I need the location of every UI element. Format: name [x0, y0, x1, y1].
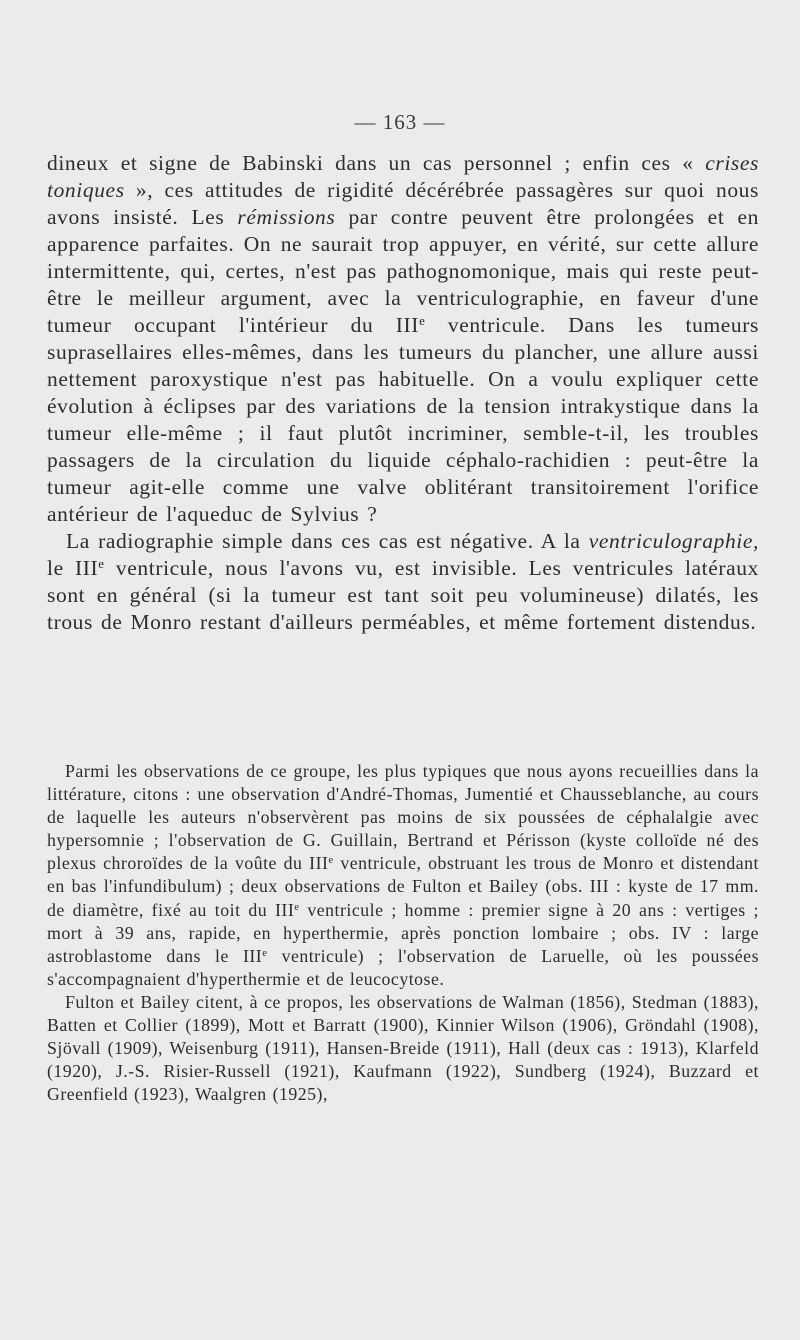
small-print-block [47, 760, 759, 1106]
emphasis-remissions: rémissions [237, 205, 336, 229]
emphasis-crises-toniques: crises toniques [47, 151, 759, 202]
paragraph-2: La radiographie simple dans ces cas est négative. A la ventriculographie, le IIIe ventricule, nous l'avons vu, est invisible. Les ventricules latéraux sont en général (si la tumeur est tant soit peu volumineuse) dilatés, les trous de Monro restant d'ailleurs perméables, et même fortement distendus. [47, 529, 759, 634]
small-paragraph-1: Parmi les observations de ce groupe, les plus typiques que nous ayons recueillies dans la littérature, citons : une observation d'André-Thomas, Jumentié et Chausseblanche, au cours de laquelle les auteurs n'observèrent pas moins de six poussées de céphalalgie avec hypersomnie ; l'observation de G. Guillain, Bertrand et Périsson (kyste colloïde né des plexus chroroïdes de la voûte du IIIe ventricule, obstruant les trous de Monro et distendant en bas l'infundibulum) ; deux observations de Fulton et Bailey (obs. III : kyste de 17 mm. de diamètre, fixé au toit du IIIe ventricule ; homme : premier signe à 20 ans : vertiges ; mort à 39 ans, rapide, en hyperthermie, après ponction lombaire ; obs. IV : large astroblastome dans le IIIe ventricule) ; l'observation de Laruelle, où les poussées s'accompagnaient d'hyperthermie et de leucocytose. [47, 761, 759, 989]
superscript: e [262, 946, 268, 959]
small-paragraph-2: Fulton et Bailey citent, à ce propos, les observations de Walman (1856), Stedman (1883), Batten et Collier (1899), Mott et Barratt (1900), Kinnier Wilson (1906), Gröndahl (1908), Sjövall (1909), Weisenburg (1911), Hansen-Breide (1911), Hall (deux cas : 1913), Klarfeld (1920), J.-S. Risier-Russell (1921), Kaufmann (1922), Sundberg (1924), Buzzard et Greenfield (1923), Waalgren (1925), [47, 991, 759, 1105]
superscript: e [328, 854, 334, 867]
emphasis-ventriculographie: ventriculographie, [588, 529, 759, 553]
paragraph-1: dineux et signe de Babinski dans un cas personnel ; enfin ces « crises toniques », ces attitudes de rigidité décérébrée passagères sur quoi nous avons insisté. Les rémissions par contre peuvent être prolongées et en apparence parfaites. On ne saurait trop appuyer, en vérité, sur cette allure intermittente, qui, certes, n'est pas pathognomonique, mais qui reste peut-être le meilleur argument, avec la ventriculographie, en faveur d'une tumeur occupant l'intérieur du IIIe ventricule. Dans les tumeurs suprasellaires elles-mêmes, dans les tumeurs du plancher, une allure aussi nettement paroxystique n'est pas habituelle. On a voulu expliquer cette évolution à éclipses par des variations de la tension intrakystique dans la tumeur elle-même ; il faut plutôt incriminer, semble-t-il, les troubles passagers de la circulation du liquide céphalo-rachidien : peut-être la tumeur agit-elle comme une valve oblitérant transitoirement l'orifice antérieur de l'aqueduc de Sylvius ? [47, 151, 759, 526]
superscript: e [98, 556, 105, 571]
superscript: e [294, 900, 300, 913]
page-number: — 163 — [354, 110, 446, 134]
superscript: e [419, 313, 426, 328]
main-text-block [47, 150, 759, 636]
